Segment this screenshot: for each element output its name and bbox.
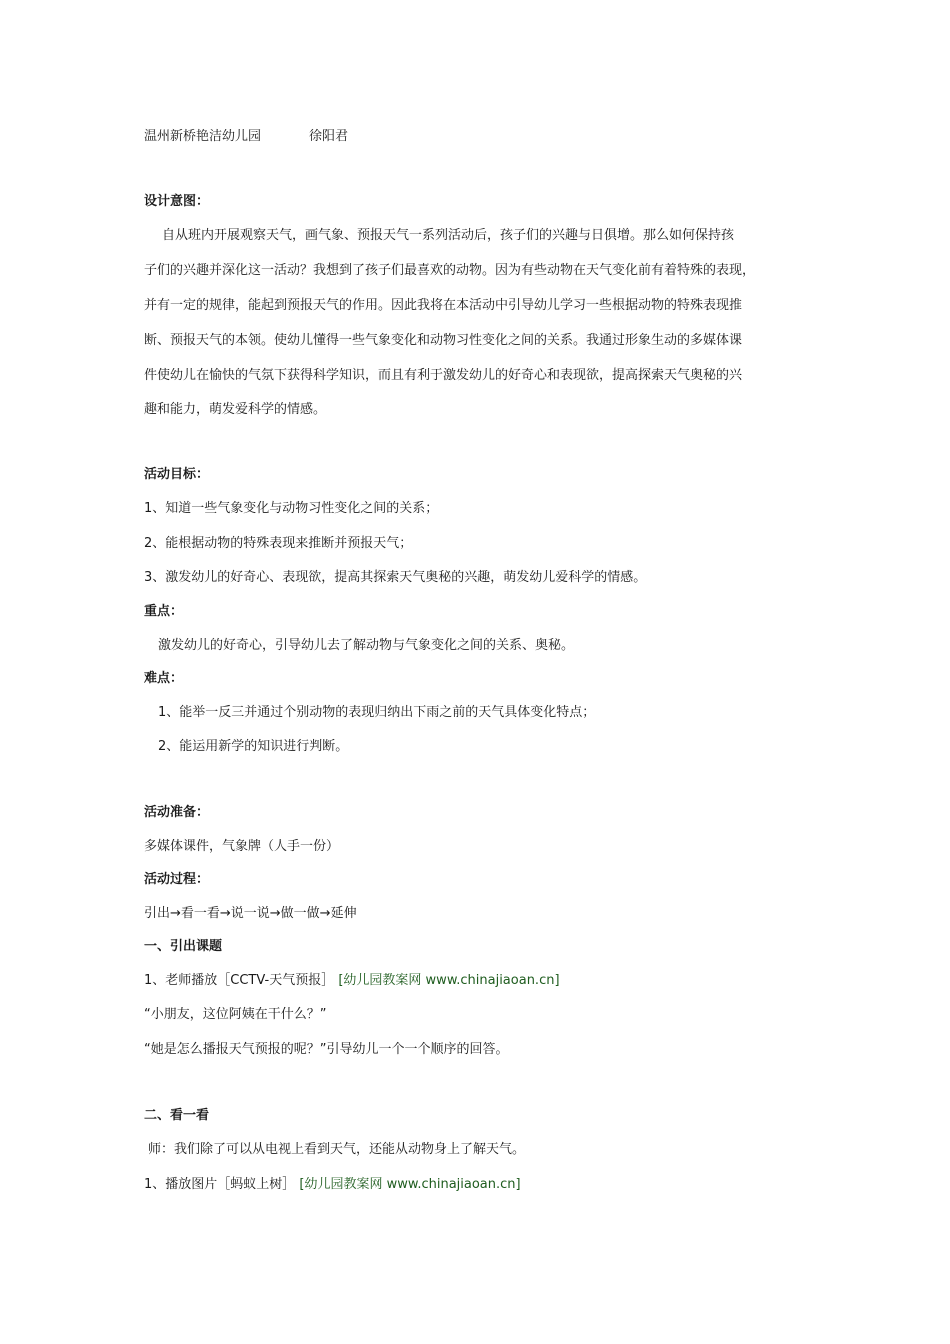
design-intent-line: 并有一定的规律，能起到预报天气的作用。因此我将在本活动中引导幼儿学习一些根据动物的特殊表现推 (144, 298, 743, 313)
section2-item (144, 1175, 521, 1195)
preparation-text: 多媒体课件，气象牌（人手一份） (144, 839, 340, 854)
quote-line: “她是怎么播报天气预报的呢？”引导幼儿一个一个顺序的回答。 (144, 1042, 509, 1057)
preparation-heading: 活动准备： (144, 805, 210, 820)
process-flow: 引出→看一看→说一说→做一做→延伸 (144, 906, 357, 921)
header-line (144, 127, 348, 147)
website-link[interactable]: [幼儿园教案网 www.chinajiaoan.cn] (338, 973, 560, 988)
website-link[interactable]: [幼儿园教案网 www.chinajiaoan.cn] (299, 1177, 521, 1192)
quote-line: “小朋友，这位阿姨在干什么？” (144, 1007, 327, 1022)
difficulty-item: 2、能运用新学的知识进行判断。 (158, 739, 349, 754)
design-intent-line: 趣和能力，萌发爱科学的情感。 (144, 402, 327, 417)
section1-item-text: 1、老师播放［CCTV-天气预报］ (144, 973, 335, 988)
process-heading: 活动过程： (144, 872, 210, 887)
difficulty-heading: 难点： (144, 671, 184, 686)
section1-item (144, 971, 560, 991)
goal-item: 3、激发幼儿的好奇心、表现欲，提高其探索天气奥秘的兴趣，萌发幼儿爱科学的情感。 (144, 570, 647, 585)
author-name: 徐阳君 (309, 129, 349, 144)
design-intent-heading: 设计意图： (144, 194, 210, 209)
design-intent-line: 自从班内开展观察天气，画气象、预报天气一系列活动后，孩子们的兴趣与日俱增。那么如何保持孩 (162, 228, 735, 243)
key-point-text: 激发幼儿的好奇心，引导幼儿去了解动物与气象变化之间的关系、奥秘。 (158, 638, 575, 653)
design-intent-line: 子们的兴趣并深化这一活动？我想到了孩子们最喜欢的动物。因为有些动物在天气变化前有着特殊的表现， (144, 263, 756, 278)
section1-heading: 一、引出课题 (144, 939, 223, 954)
goals-heading: 活动目标： (144, 467, 210, 482)
goal-item: 2、能根据动物的特殊表现来推断并预报天气； (144, 536, 413, 551)
section2-item-text: 1、播放图片［蚂蚁上树］ (144, 1177, 296, 1192)
key-point-heading: 重点： (144, 604, 184, 619)
teacher-line: 师：我们除了可以从电视上看到天气，还能从动物身上了解天气。 (148, 1142, 526, 1157)
school-name: 温州新桥艳洁幼儿园 (144, 129, 262, 144)
difficulty-item: 1、能举一反三并通过个别动物的表现归纳出下雨之前的天气具体变化特点； (158, 705, 596, 720)
goal-item: 1、知道一些气象变化与动物习性变化之间的关系； (144, 501, 439, 516)
design-intent-line: 断、预报天气的本领。使幼儿懂得一些气象变化和动物习性变化之间的关系。我通过形象生动的多媒体课 (144, 333, 743, 348)
design-intent-line: 件使幼儿在愉快的气氛下获得科学知识，而且有利于激发幼儿的好奇心和表现欲，提高探索天气奥秘的兴 (144, 368, 743, 383)
section2-heading: 二、看一看 (144, 1108, 210, 1123)
